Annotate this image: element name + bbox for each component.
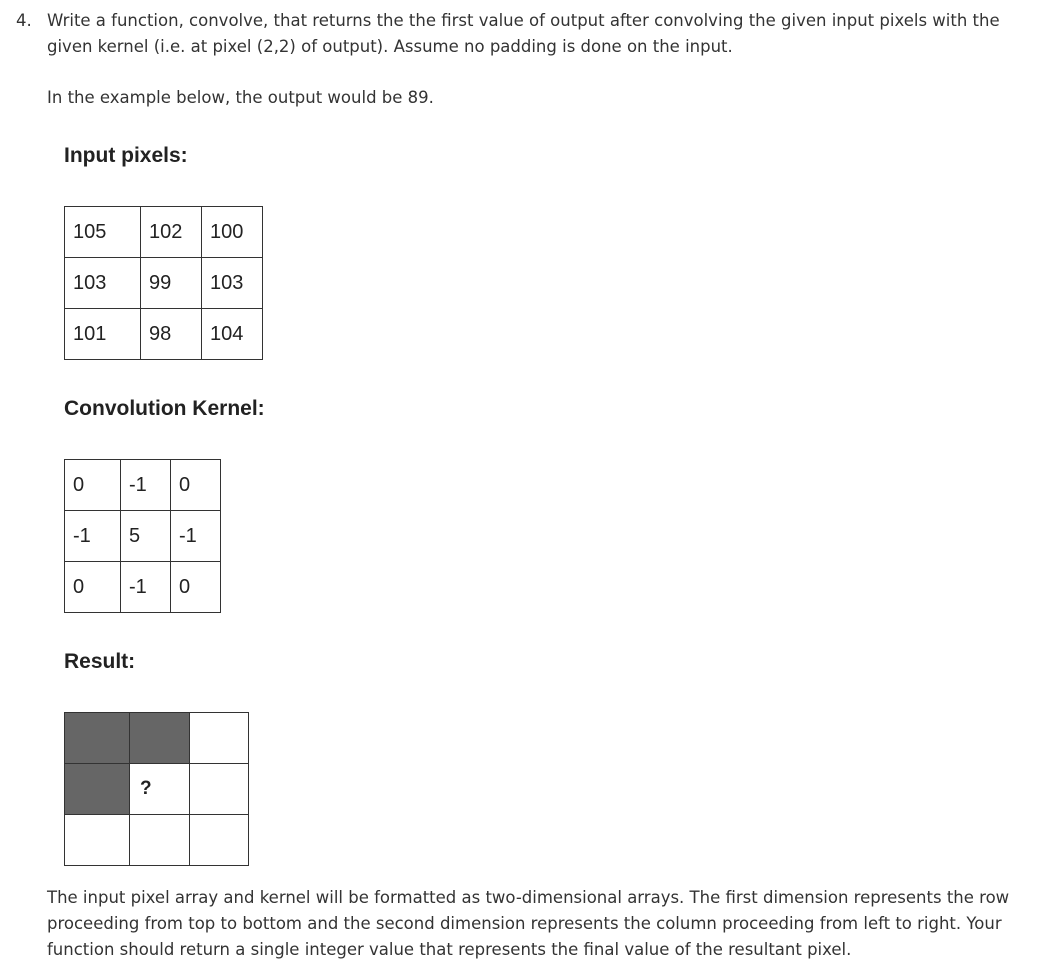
result-row xyxy=(65,815,249,866)
result-row xyxy=(65,713,249,764)
input-cell: 99 xyxy=(141,258,202,309)
kernel-cell: 0 xyxy=(65,460,121,511)
kernel-table xyxy=(64,459,221,613)
kernel-cell: 5 xyxy=(121,511,171,562)
kernel-cell: -1 xyxy=(121,562,171,613)
result-cell xyxy=(190,713,249,764)
kernel-cell: -1 xyxy=(171,511,221,562)
convolution-kernel-heading: Convolution Kernel: xyxy=(64,397,265,420)
input-cell: 104 xyxy=(202,309,263,360)
result-cell-shaded xyxy=(65,713,130,764)
result-cell xyxy=(190,764,249,815)
kernel-cell: 0 xyxy=(65,562,121,613)
kernel-row xyxy=(65,460,221,511)
example-text: In the example below, the output would be 89. xyxy=(47,88,434,107)
input-row xyxy=(65,309,263,360)
result-table xyxy=(64,712,249,866)
input-cell: 102 xyxy=(141,207,202,258)
kernel-cell: -1 xyxy=(65,511,121,562)
input-cell: 98 xyxy=(141,309,202,360)
result-cell xyxy=(190,815,249,866)
result-heading: Result: xyxy=(64,650,136,673)
input-row xyxy=(65,258,263,309)
input-cell: 105 xyxy=(65,207,141,258)
kernel-row xyxy=(65,511,221,562)
input-cell: 103 xyxy=(202,258,263,309)
question-number: 4. xyxy=(16,11,32,30)
result-cell xyxy=(65,815,130,866)
footer-text: The input pixel array and kernel will be formatted as two-dimensional arrays. The first dimension represents the row proceeding from top to bottom and the second dimension represents the column proceeding from left to right. Your function should return a single integer value that represents the final value of the resultant pixel. xyxy=(47,888,1010,959)
input-pixels-table xyxy=(64,206,263,360)
kernel-cell: -1 xyxy=(121,460,171,511)
result-cell-shaded xyxy=(130,713,190,764)
input-row xyxy=(65,207,263,258)
result-cell xyxy=(130,815,190,866)
kernel-cell: 0 xyxy=(171,460,221,511)
result-cell-shaded xyxy=(65,764,130,815)
input-cell: 100 xyxy=(202,207,263,258)
result-row xyxy=(65,764,249,815)
input-cell: 101 xyxy=(65,309,141,360)
kernel-cell: 0 xyxy=(171,562,221,613)
question-text: Write a function, convolve, that returns the the first value of output after convolving the given input pixels with the given kernel (i.e. at pixel (2,2) of output). Assume no padding is done on the input. xyxy=(47,11,1000,56)
result-cell-unknown: ? xyxy=(130,764,190,815)
input-pixels-heading: Input pixels: xyxy=(64,144,188,167)
kernel-row xyxy=(65,562,221,613)
input-cell: 103 xyxy=(65,258,141,309)
